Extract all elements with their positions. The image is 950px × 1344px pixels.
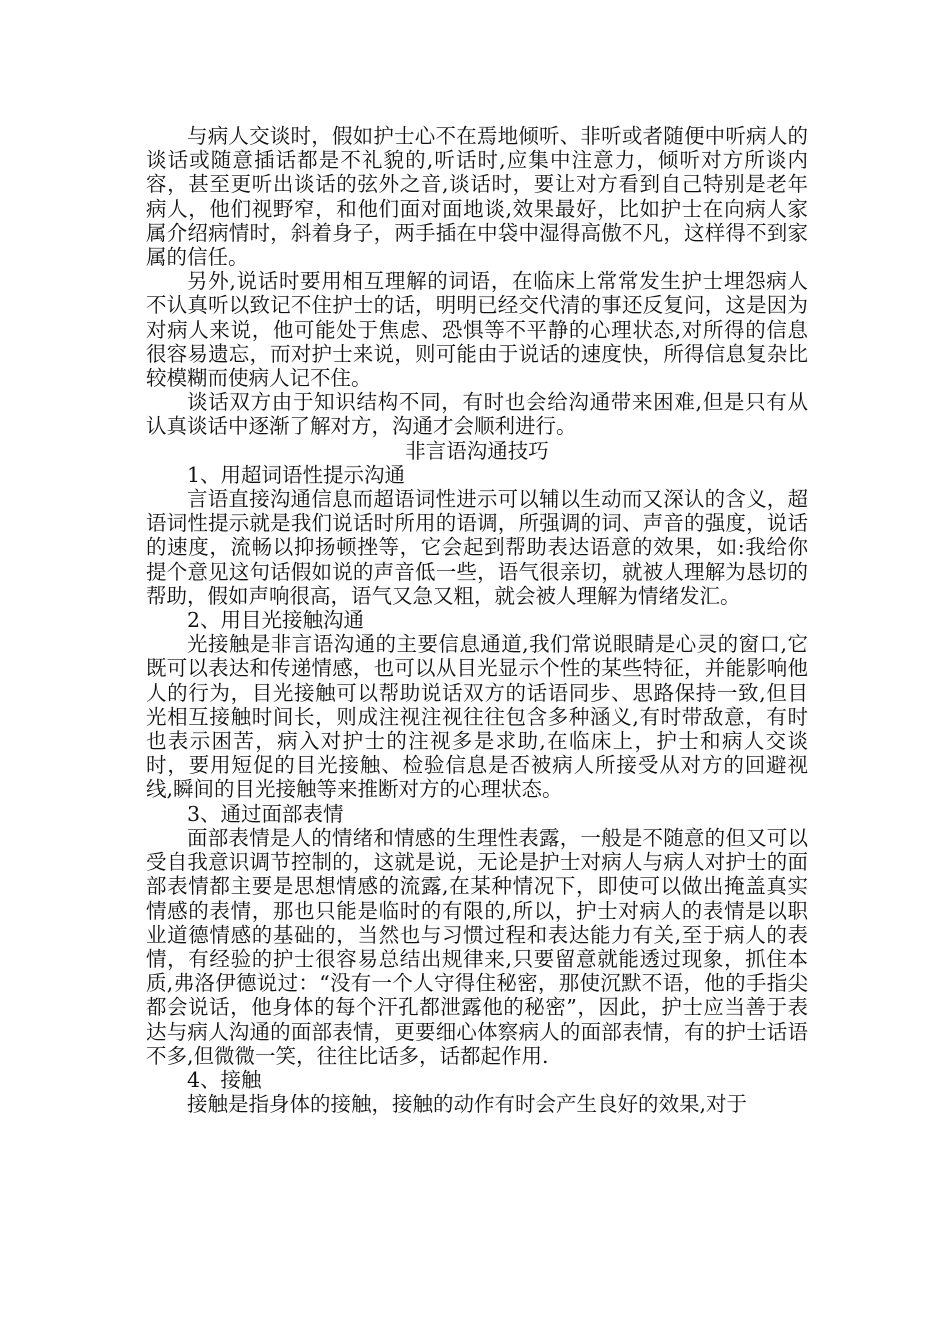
subsection-heading: 1、用超词语性提示沟通 bbox=[187, 462, 406, 487]
body-paragraph: 光接触是非言语沟通的主要信息通道,我们常说眼睛是心灵的窗口,它既可以表达和传递情感，也可以从目光显示个性的某些特征，并能影响他人的行为，目光接触可以帮助说话双方的话语同步、思路保持一致,但目光相互接触时间长，则成注视注视往往包含多种涵义,有时带敌意，有时也表示困苦，病入对护士的注视多是求助,在临床上，护士和病人交谈时，要用短促的目光接触、检验信息是否被病人所接受从对方的回避视线,瞬间的目光接触等来推断对方的心理状态。 bbox=[146, 632, 808, 802]
body-paragraph: 言语直接沟通信息而超语词性进示可以辅以生动而又深认的含义，超语词性提示就是我们说话时所用的语调，所强调的词、声音的强度，说话的速度，流畅以抑扬顿挫等，它会起到帮助表达语意的效果，如:我给你提个意见这句话假如说的声音低一些，语气很亲切，就被人理解为恳切的帮助，假如声响很高，语气又急又粗，就会被人理解为情绪发汇。 bbox=[146, 487, 808, 608]
section-heading: 非言语沟通技巧 bbox=[405, 438, 549, 463]
body-paragraph: 接触是指身体的接触，接触的动作有时会产生良好的效果,对于 bbox=[187, 1092, 748, 1117]
body-paragraph: 另外,说话时要用相互理解的词语，在临床上常常发生护士埋怨病人不认真听以致记不住护士的话，明明已经交代清的事还反复问，这是因为对病人来说，他可能处于焦虑、恐惧等不平静的心理状态,对所得的信息很容易遗忘，而对护士来说，则可能由于说话的速度快，所得信息复杂比较模糊而使病人记不住。 bbox=[146, 269, 808, 391]
body-paragraph: 谈话双方由于知识结构不同，有时也会给沟通带来困难,但是只有从认真谈话中逐渐了解对方，沟通才会顺利进行。 bbox=[146, 390, 808, 439]
subsection-heading: 2、用目光接触沟通 bbox=[187, 608, 365, 633]
body-paragraph: 面部表情是人的情绪和情感的生理性表露，一般是不随意的但又可以受自我意识调节控制的，这就是说，无论是护士对病人与病人对护士的面部表情都主要是思想情感的流露,在某种情况下，即使可以做出掩盖真实情感的表情，那也只能是临时的有限的,所以，护士对病人的表情是以职业道德情感的基础的，当然也与习惯过程和表达能力有关,至于病人的表情，有经验的护士很容易总结出规律来,只要留意就能透过现象，抓住本质,弗洛伊德说过：“没有一个人守得住秘密，那使沉默不语，他的手指尖都会说话，他身体的每个汗孔都泄露他的秘密”，因此，护士应当善于表达与病人沟通的面部表情，更要细心体察病人的面部表情，有的护士话语不多,但微微一笑，往往比话多，话都起作用. bbox=[146, 825, 808, 1068]
subsection-heading: 3、通过面部表情 bbox=[187, 801, 344, 826]
body-paragraph: 与病人交谈时，假如护士心不在焉地倾听、非听或者随便中听病人的谈话或随意插话都是不礼貌的,听话时,应集中注意力，倾听对方所谈内容，甚至更听出谈话的弦外之音,谈话时，要让对方看到自己特别是老年病人，他们视野窄，和他们面对面地谈,效果最好，比如护士在向病人家属介绍病情时，斜着身子，两手插在中袋中湿得高傲不凡，这样得不到家属的信任。 bbox=[146, 124, 808, 270]
subsection-heading: 4、接触 bbox=[187, 1067, 262, 1092]
document-body bbox=[146, 124, 808, 1116]
